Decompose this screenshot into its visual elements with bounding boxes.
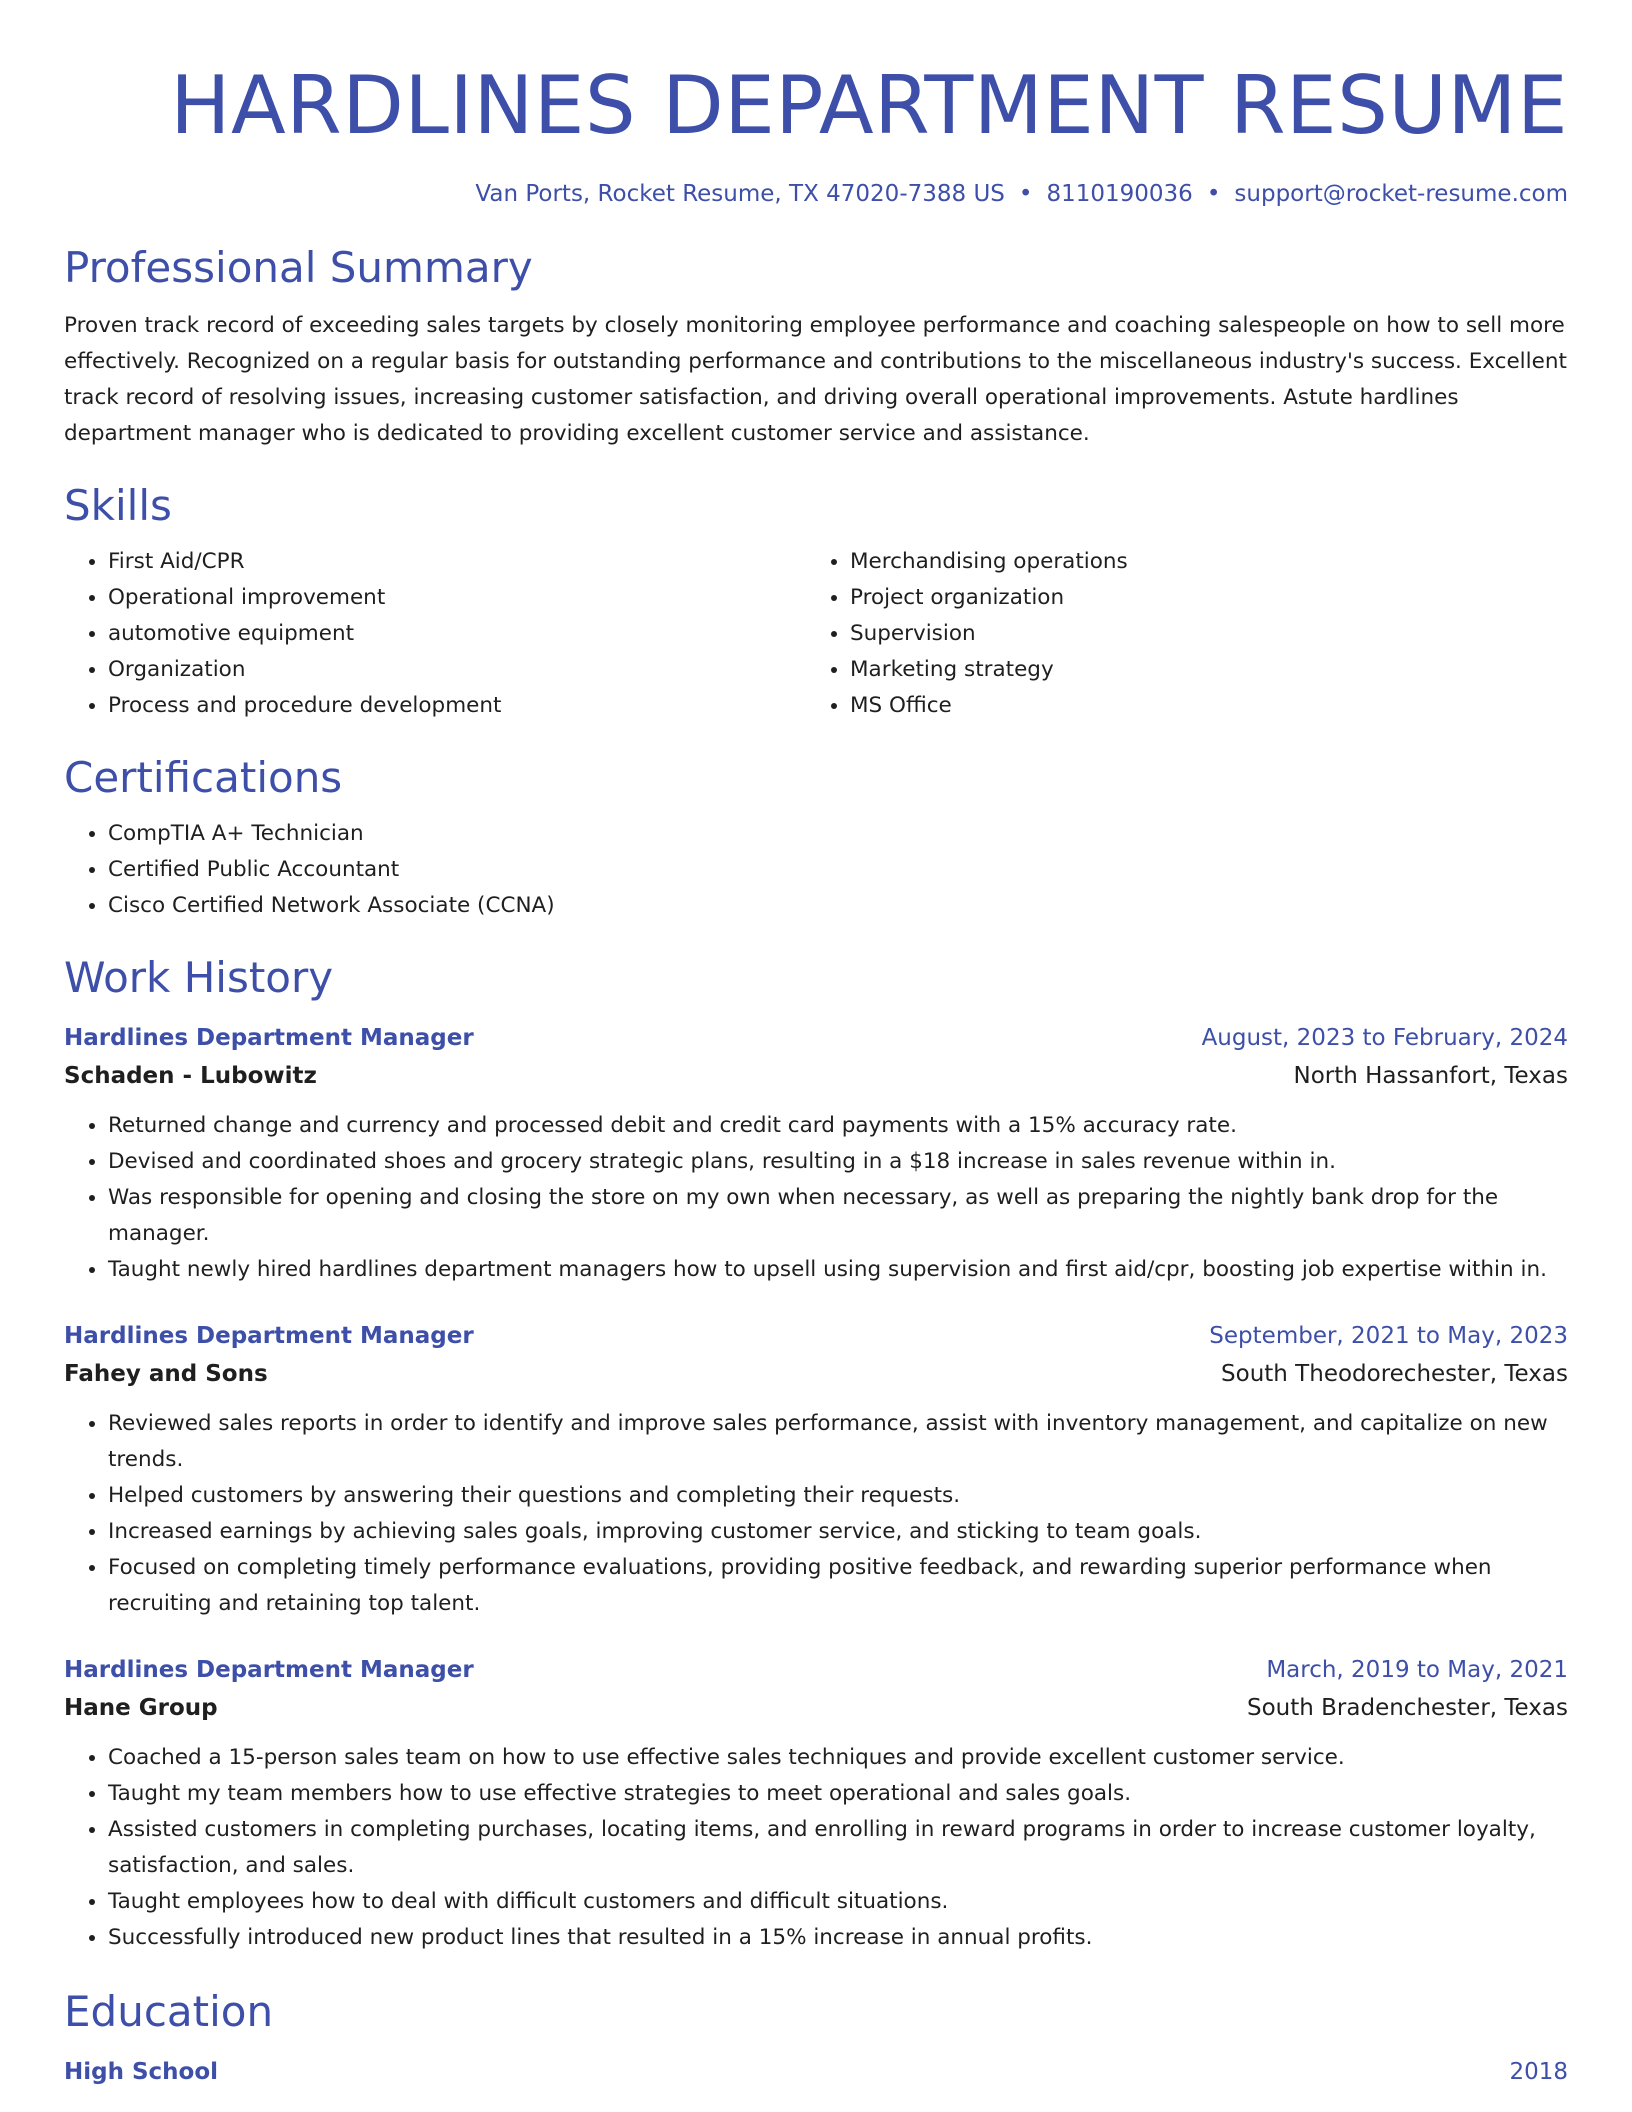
job-bullet: • Coached a 15-person sales team on how to use effective sales techniques and provide excellent customer service. xyxy=(108,1740,1568,1776)
job-location: North Hassanfort, Texas xyxy=(1293,1063,1568,1089)
job-bullet: • Was responsible for opening and closing the store on my own when necessary, as well as preparing the nightly bank drop for the manager. xyxy=(108,1180,1568,1252)
job-company: Fahey and Sons xyxy=(64,1361,268,1387)
certifications-list xyxy=(64,816,1568,924)
skill-item: • MS Office xyxy=(850,688,1548,724)
job-bullet: • Assisted customers in completing purchases, locating items, and enrolling in reward programs in order to increase customer loyalty, satisfaction, and sales. xyxy=(108,1812,1568,1884)
contact-separator: • xyxy=(1206,181,1221,207)
job-bullet: • Helped customers by answering their questions and completing their requests. xyxy=(108,1478,1568,1514)
skills-heading: Skills xyxy=(64,481,172,530)
job-bullet: • Devised and coordinated shoes and grocery strategic plans, resulting in a $18 increase in sales revenue within in. xyxy=(108,1144,1568,1180)
job-bullets xyxy=(64,1740,1568,1956)
summary-heading: Professional Summary xyxy=(64,243,533,292)
certification-item: • CompTIA A+ Technician xyxy=(108,816,1568,852)
skill-item: • Project organization xyxy=(850,580,1548,616)
job-title: Hardlines Department Manager xyxy=(64,1657,474,1683)
skill-item: • Merchandising operations xyxy=(850,544,1548,580)
skill-item: • automotive equipment xyxy=(108,616,806,652)
certification-item: • Certified Public Accountant xyxy=(108,852,1568,888)
skill-item: • Supervision xyxy=(850,616,1548,652)
skill-item: • First Aid/CPR xyxy=(108,544,806,580)
contact-line xyxy=(64,178,1568,210)
job-bullet: • Reviewed sales reports in order to identify and improve sales performance, assist with inventory management, and capitalize on new trends. xyxy=(108,1406,1568,1478)
job-bullet: • Taught newly hired hardlines department managers how to upsell using supervision and first aid/cpr, boosting job expertise within in. xyxy=(108,1252,1568,1288)
job-entry xyxy=(64,1318,1568,1622)
education-entry xyxy=(64,2054,1568,2090)
job-bullet: • Taught employees how to deal with difficult customers and difficult situations. xyxy=(108,1884,1568,1920)
education-year: 2018 xyxy=(1509,2059,1568,2085)
job-company: Hane Group xyxy=(64,1695,218,1721)
contact-address: Van Ports, Rocket Resume, TX 47020-7388 US xyxy=(475,181,1005,207)
job-bullet: • Returned change and currency and processed debit and credit card payments with a 15% accuracy rate. xyxy=(108,1108,1568,1144)
contact-email: support@rocket-resume.com xyxy=(1234,181,1568,207)
job-title: Hardlines Department Manager xyxy=(64,1025,474,1051)
skills-column-left xyxy=(64,544,806,724)
certification-item: • Cisco Certified Network Associate (CCNA) xyxy=(108,888,1568,924)
skills-grid xyxy=(64,544,1568,724)
job-bullet: • Increased earnings by achieving sales goals, improving customer service, and sticking to team goals. xyxy=(108,1514,1568,1550)
job-bullet: • Successfully introduced new product lines that resulted in a 15% increase in annual profits. xyxy=(108,1920,1568,1956)
summary-text: Proven track record of exceeding sales targets by closely monitoring employee performance and coaching salespeople on how to sell more effectively. Recognized on a regular basis for outstanding performance and contributions to the miscellaneous industry's success. Excellent track record of resolving issues, increasing customer satisfaction, and driving overall operational improvements. Astute hardlines department manager who is dedicated to providing excellent customer service and assistance. xyxy=(64,313,1567,446)
skill-item: • Operational improvement xyxy=(108,580,806,616)
resume-title: HARDLINES DEPARTMENT RESUME xyxy=(170,59,1568,152)
work-history-heading: Work History xyxy=(64,953,334,1002)
job-entry xyxy=(64,1652,1568,1956)
contact-separator: • xyxy=(1018,181,1033,207)
skills-column-right xyxy=(806,544,1548,724)
job-dates: September, 2021 to May, 2023 xyxy=(1209,1323,1568,1349)
job-bullet: • Taught my team members how to use effective strategies to meet operational and sales goals. xyxy=(108,1776,1568,1812)
education-heading: Education xyxy=(64,1987,274,2036)
job-bullets xyxy=(64,1108,1568,1288)
certifications-heading: Certifications xyxy=(64,753,343,802)
job-title: Hardlines Department Manager xyxy=(64,1323,474,1349)
job-bullet: • Focused on completing timely performance evaluations, providing positive feedback, and rewarding superior performance when recruiting and retaining top talent. xyxy=(108,1550,1568,1622)
job-company: Schaden - Lubowitz xyxy=(64,1063,317,1089)
skill-item: • Process and procedure development xyxy=(108,688,806,724)
job-dates: August, 2023 to February, 2024 xyxy=(1201,1025,1568,1051)
skill-item: • Organization xyxy=(108,652,806,688)
job-location: South Bradenchester, Texas xyxy=(1247,1695,1568,1721)
job-bullets xyxy=(64,1406,1568,1622)
job-dates: March, 2019 to May, 2021 xyxy=(1266,1657,1568,1683)
skill-item: • Marketing strategy xyxy=(850,652,1548,688)
education-degree: High School xyxy=(64,2059,219,2085)
contact-phone: 8110190036 xyxy=(1046,181,1193,207)
job-entry xyxy=(64,1020,1568,1288)
job-location: South Theodorechester, Texas xyxy=(1221,1361,1568,1387)
